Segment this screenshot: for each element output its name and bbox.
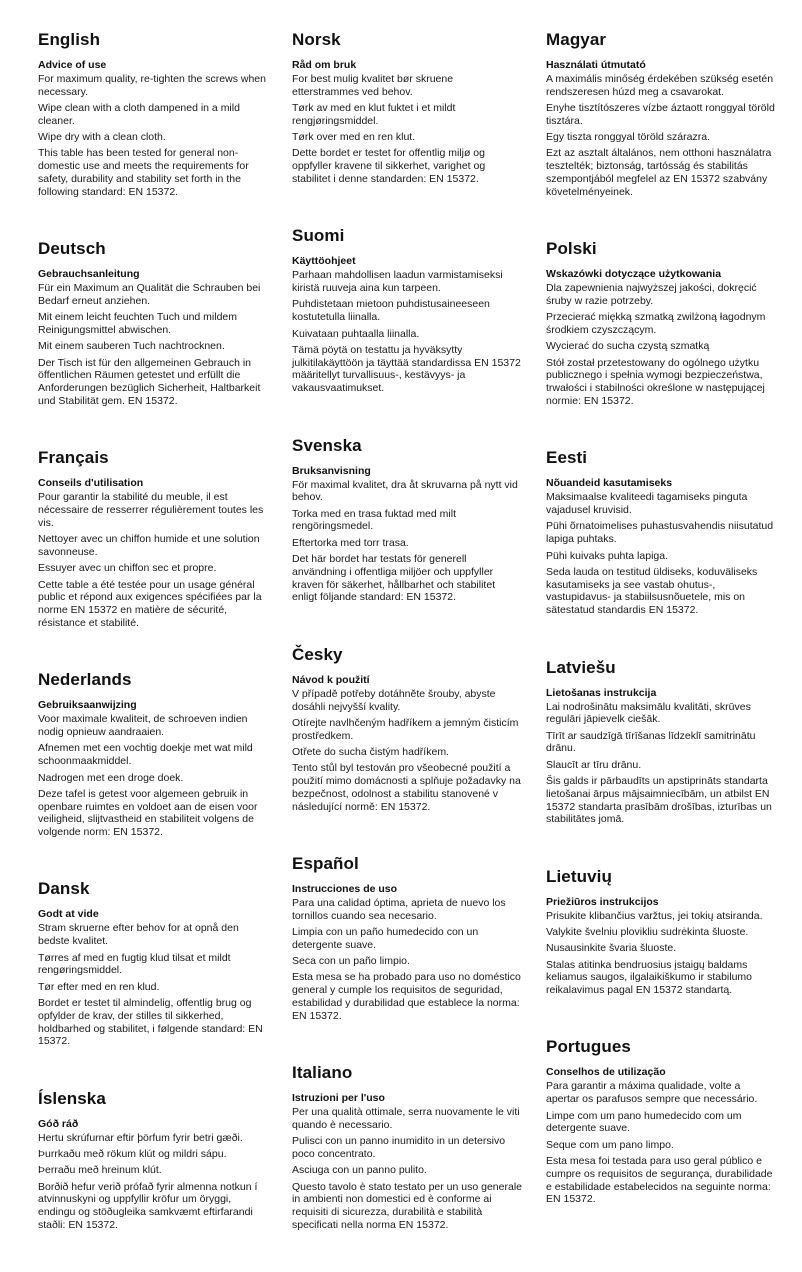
section-subtitle: Gebrauchsanleitung <box>38 268 140 281</box>
section-lietuviu <box>546 867 776 1001</box>
instruction-paragraph: Przecierać miękką szmatką zwilżoną łagodnym środkiem czyszczącym. <box>546 311 766 337</box>
language-heading-latviesu: Latviešu <box>546 657 616 677</box>
instruction-paragraph: Seda lauda on testitud üldiseks, koduväliseks kasutamiseks ja see vastab ohutus-, vastupidavus- ja stabiilsusnõuetele, mis on sätestatud standardis EN 15372. <box>546 565 758 617</box>
language-heading-cesky: Česky <box>292 644 343 664</box>
instruction-paragraph: Pühi õrnatoimelises puhastusvahendis niisutatud lapiga puhtaks. <box>546 520 774 546</box>
column-1 <box>38 30 268 1272</box>
instruction-paragraph: V případě potřeby dotáhněte šrouby, abyste dosáhli nejvyšší kvality. <box>292 687 496 713</box>
instruction-paragraph: Slaucīt ar tīru drānu. <box>546 758 642 771</box>
section-subtitle: Priežiūros instrukcijos <box>546 895 659 908</box>
section-islenska <box>38 1089 268 1236</box>
section-subtitle: Lietošanas instrukcija <box>546 686 657 699</box>
section-subtitle: Conseils d'utilisation <box>38 477 144 490</box>
language-heading-francais: Français <box>38 448 109 468</box>
instruction-paragraph: Dette bordet er testet for offentlig miljø og oppfyller kravene til sikkerhet, varighet og stabilitet i denne standarden: EN 15372. <box>292 147 486 186</box>
instruction-paragraph: Torka med en trasa fuktad med milt rengöringsmedel. <box>292 507 456 533</box>
section-deutsch <box>38 239 268 411</box>
instruction-paragraph: Deze tafel is getest voor algemeen gebruik in openbare ruimtes en voldoet aan de eisen voor veiligheid, slijtvastheid en stabiliteit volgens de volgende norm: EN 15372. <box>38 787 258 839</box>
instruction-paragraph: Otřete do sucha čistým hadříkem. <box>292 745 449 758</box>
instruction-paragraph: Voor maximale kwaliteit, de schroeven indien nodig opnieuw aandraaien. <box>38 713 248 739</box>
section-subtitle: Godt at vide <box>38 908 99 921</box>
section-subtitle: Käyttöohjeet <box>292 255 356 268</box>
language-heading-italiano: Italiano <box>292 1063 353 1083</box>
section-subtitle: Advice of use <box>38 59 107 71</box>
instruction-paragraph: Þurrkaðu með rökum klút og mildri sápu. <box>38 1147 227 1160</box>
instruction-paragraph: Cette table a été testée pour un usage général public et répond aux exigences spécifiées par la norme EN 15372 en matière de sécurité, résistance et stabilité. <box>38 578 262 630</box>
section-espanol <box>292 854 522 1026</box>
instruction-paragraph: Wipe dry with a clean cloth. <box>38 131 166 144</box>
section-subtitle: Istruzioni per l'uso <box>292 1092 385 1105</box>
instruction-paragraph: Para una calidad óptima, aprieta de nuevo los tornillos cuando sea necesario. <box>292 896 506 922</box>
instruction-paragraph: Eftertorka med torr trasa. <box>292 536 409 549</box>
instruction-paragraph: Für ein Maximum an Qualität die Schrauben bei Bedarf erneut anziehen. <box>38 282 261 307</box>
instruction-paragraph: Valykite švelniu plovikliu sudrėkinta šluoste. <box>546 925 749 938</box>
instruction-paragraph: Pour garantir la stabilité du meuble, il est nécessaire de resserrer régulièrement toutes les vis. <box>38 491 264 529</box>
instruction-paragraph: Tør efter med en ren klud. <box>38 980 160 993</box>
instruction-paragraph: Kuivataan puhtaalla liinalla. <box>292 327 420 340</box>
instruction-paragraph: Bordet er testet til almindelig, offentlig brug og opfylder de krav, der stilles til sikkerhed, holdbarhed og stabilitet, i følgende standard: EN 15372. <box>38 996 263 1048</box>
instruction-paragraph: Hertu skrúfurnar eftir þörfum fyrir betri gæði. <box>38 1131 243 1144</box>
instruction-paragraph: Tento stůl byl testován pro všeobecné použití a použití mimo domácnosti a splňuje požadavky na bezpečnost, odolnost a stabilitu stanovené v následující normě: EN 15372. <box>292 762 521 813</box>
instruction-paragraph: Mit einem leicht feuchten Tuch und mildem Reinigungsmittel abwischen. <box>38 311 238 337</box>
instruction-paragraph: Nusausinkite švaria šluoste. <box>546 942 677 955</box>
section-subtitle: Wskazówki dotyczące użytkowania <box>546 268 722 281</box>
section-subtitle: Návod k použití <box>292 673 370 686</box>
instruction-paragraph: Det här bordet har testats för generell användning i offentliga miljöer och uppfyller kraven för säkerhet, hållbarhet och stabilitet enligt följande standard: EN 15372. <box>292 553 496 604</box>
instruction-paragraph: Limpe com um pano humedecido com um detergente suave. <box>546 1109 742 1135</box>
language-heading-portugues: Portugues <box>546 1037 631 1057</box>
instruction-paragraph: Stram skruerne efter behov for at opnå den bedste kvalitet. <box>38 922 239 948</box>
instruction-paragraph: Afnemen met een vochtig doekje met wat mild schoonmaakmiddel. <box>38 742 253 768</box>
instruction-paragraph: Per una qualità ottimale, serra nuovamente le viti quando è necessario. <box>292 1106 520 1131</box>
instruction-paragraph: Borðið hefur verið prófað fyrir almenna notkun í atvinnuskyni og uppfyllir kröfur um öryggi, endingu og stöðugleika samkvæmt eftirfarandi staðli: EN 15372. <box>38 1180 258 1231</box>
instruction-paragraph: Tämä pöytä on testattu ja hyväksytty julkitilakäyttöön ja täyttää standardissa EN 15372 määritellyt turvallisuus-, kestävyys- ja vakausvaatimukset. <box>292 343 521 395</box>
column-3 <box>546 30 776 1272</box>
instruction-paragraph: Puhdistetaan mietoon puhdistusaineeseen kostutetulla liinalla. <box>292 298 490 324</box>
instruction-paragraph: Þerraðu með hreinum klút. <box>38 1164 162 1177</box>
language-heading-lietuviu: Lietuvių <box>546 866 612 886</box>
instruction-paragraph: Tørres af med en fugtig klud tilsat et mildt rengøringsmiddel. <box>38 951 231 977</box>
section-subtitle: Bruksanvisning <box>292 464 371 477</box>
column-2 <box>292 30 522 1272</box>
language-heading-espanol: Español <box>292 853 359 873</box>
language-heading-eesti: Eesti <box>546 448 588 468</box>
section-polski <box>546 239 776 411</box>
instruction-paragraph: Pühi kuivaks puhta lapiga. <box>546 549 668 562</box>
instruction-paragraph: Wipe clean with a cloth dampened in a mild cleaner. <box>38 102 240 127</box>
instruction-paragraph: Parhaan mahdollisen laadun varmistamiseksi kiristä ruuveja aina kun tarpeen. <box>292 269 503 295</box>
section-francais <box>38 448 268 633</box>
instruction-paragraph: Wycierać do sucha czystą szmatką <box>546 340 710 353</box>
section-dansk <box>38 879 268 1051</box>
language-heading-deutsch: Deutsch <box>38 239 106 259</box>
instruction-paragraph: Nadrogen met een droge doek. <box>38 771 184 784</box>
instruction-paragraph: Esta mesa se ha probado para uso no doméstico general y cumple los requisitos de seguridad, estabilidad y durabilidad que establece la norma: EN 15372. <box>292 971 521 1022</box>
section-nederlands <box>38 670 268 842</box>
instruction-paragraph: Tørk over med en ren klut. <box>292 131 416 144</box>
instruction-paragraph: Egy tiszta ronggyal töröld szárazra. <box>546 131 710 144</box>
section-subtitle: Gebruiksaanwijzing <box>38 699 137 712</box>
section-portugues <box>546 1037 776 1209</box>
section-svenska <box>292 436 522 608</box>
section-cesky <box>292 645 522 817</box>
instruction-paragraph: Para garantir a máxima qualidade, volte a apertar os parafusos sempre que necessário. <box>546 1080 758 1106</box>
section-subtitle: Conselhos de utilização <box>546 1066 666 1079</box>
instruction-paragraph: Pulisci con un panno inumidito in un detersivo poco concentrato. <box>292 1135 506 1160</box>
section-english <box>38 30 268 202</box>
section-latviesu <box>546 658 776 830</box>
language-heading-suomi: Suomi <box>292 226 345 246</box>
instruction-paragraph: Seca con un paño limpio. <box>292 955 410 968</box>
section-subtitle: Nõuandeid kasutamiseks <box>546 477 673 490</box>
instruction-paragraph: Ezt az asztalt általános, nem otthoni használatra tesztelték; biztonság, tartósság és stabilitás szempontjából megfelel az EN 15372 szabvány követelményeinek. <box>546 147 772 198</box>
instruction-paragraph: For maximum quality, re-tighten the screws when necessary. <box>38 73 266 98</box>
language-heading-dansk: Dansk <box>38 879 90 899</box>
instruction-paragraph: Tīrīt ar saudzīgā tīrīšanas līdzeklī samitrinātu drānu. <box>546 729 756 755</box>
instruction-paragraph: This table has been tested for general non-domestic use and meets the requirements for safety, durability and stability set forth in the following standard: EN 15372. <box>38 147 249 198</box>
section-italiano <box>292 1063 522 1235</box>
instruction-paragraph: Limpia con un paño humedecido con un detergente suave. <box>292 925 479 951</box>
section-subtitle: Használati útmutató <box>546 59 646 71</box>
section-norsk <box>292 30 522 189</box>
section-magyar <box>546 30 776 202</box>
instruction-paragraph: Dla zapewnienia najwyższej jakości, dokręcić śruby w razie potrzeby. <box>546 282 757 307</box>
instruction-paragraph: A maximális minőség érdekében szükség esetén rendszeresen húzd meg a csavarokat. <box>546 73 774 98</box>
instruction-paragraph: Stalas atitinka bendruosius įstaigų baldams keliamus saugos, ilgalaikiškumo ir stabilumo reikalavimus pagal EN 15372 standartą. <box>546 958 753 997</box>
language-heading-polski: Polski <box>546 239 597 259</box>
instruction-paragraph: Lai nodrošinātu maksimālu kvalitāti, skrūves regulāri jāpievelk ciešāk. <box>546 700 751 726</box>
instruction-paragraph: Šis galds ir pārbaudīts un apstiprināts standarta lietošanai ārpus mājsaimniecībām, un atbilst EN 15372 standarta prasībām drošības, izturības un stabilitātes jomā. <box>546 775 772 826</box>
instruction-paragraph: Essuyer avec un chiffon sec et propre. <box>38 562 217 575</box>
instruction-paragraph: Nettoyer avec un chiffon humide et une solution savonneuse. <box>38 533 260 559</box>
section-subtitle: Instrucciones de uso <box>292 882 398 895</box>
instruction-paragraph: Questo tavolo è stato testato per un uso generale in ambienti non domestici ed è conforme ai requisiti di sicurezza, durabilità e stabilità specificati nella norma EN 15372. <box>292 1180 522 1231</box>
instruction-paragraph: Mit einem sauberen Tuch nachtrocknen. <box>38 340 225 353</box>
instruction-paragraph: Seque com um pano limpo. <box>546 1138 674 1151</box>
instruction-paragraph: Der Tisch ist für den allgemeinen Gebrauch in öffentlichen Räumen getestet und erfüllt die Anforderungen bezüglich Sicherheit, Haltbarkeit und Stabilität gem. EN 15372. <box>38 356 261 408</box>
instruction-paragraph: Stół został przetestowany do ogólnego użytku publicznego i spełnia wymogi bezpieczeństwa, trwałości i stabilności określone w następującej normie: EN 15372. <box>546 356 765 408</box>
instruction-paragraph: For best mulig kvalitet bør skruene etterstrammes ved behov. <box>292 73 454 98</box>
instruction-paragraph: Maksimaalse kvaliteedi tagamiseks pinguta vajadusel kruvisid. <box>546 491 748 517</box>
language-heading-islenska: Íslenska <box>38 1088 106 1108</box>
instruction-paragraph: Enyhe tisztítószeres vízbe áztaott ronggyal töröld tisztára. <box>546 102 775 127</box>
language-heading-english: English <box>38 30 101 49</box>
section-eesti <box>546 448 776 620</box>
language-heading-norsk: Norsk <box>292 30 341 49</box>
instruction-paragraph: Tørk av med en klut fuktet i et mildt rengjøringsmiddel. <box>292 102 456 127</box>
instruction-paragraph: Prisukite klibančius varžtus, jei tokių atsiranda. <box>546 909 763 922</box>
section-suomi <box>292 226 522 398</box>
language-heading-magyar: Magyar <box>546 30 607 49</box>
instruction-paragraph: För maximal kvalitet, dra åt skruvarna på nytt vid behov. <box>292 478 518 504</box>
section-subtitle: Råd om bruk <box>292 59 357 71</box>
language-heading-nederlands: Nederlands <box>38 670 132 690</box>
instruction-paragraph: Otírejte navlhčeným hadříkem a jemným čisticím prostředkem. <box>292 716 519 742</box>
language-heading-svenska: Svenska <box>292 435 362 455</box>
instruction-paragraph: Esta mesa foi testada para uso geral público e cumpre os requisitos de segurança, durabilidade e estabilidade estabelecidos na seguinte norma: EN 15372. <box>546 1154 773 1206</box>
instruction-paragraph: Asciuga con un panno pulito. <box>292 1164 427 1177</box>
section-subtitle: Góð ráð <box>38 1117 79 1130</box>
